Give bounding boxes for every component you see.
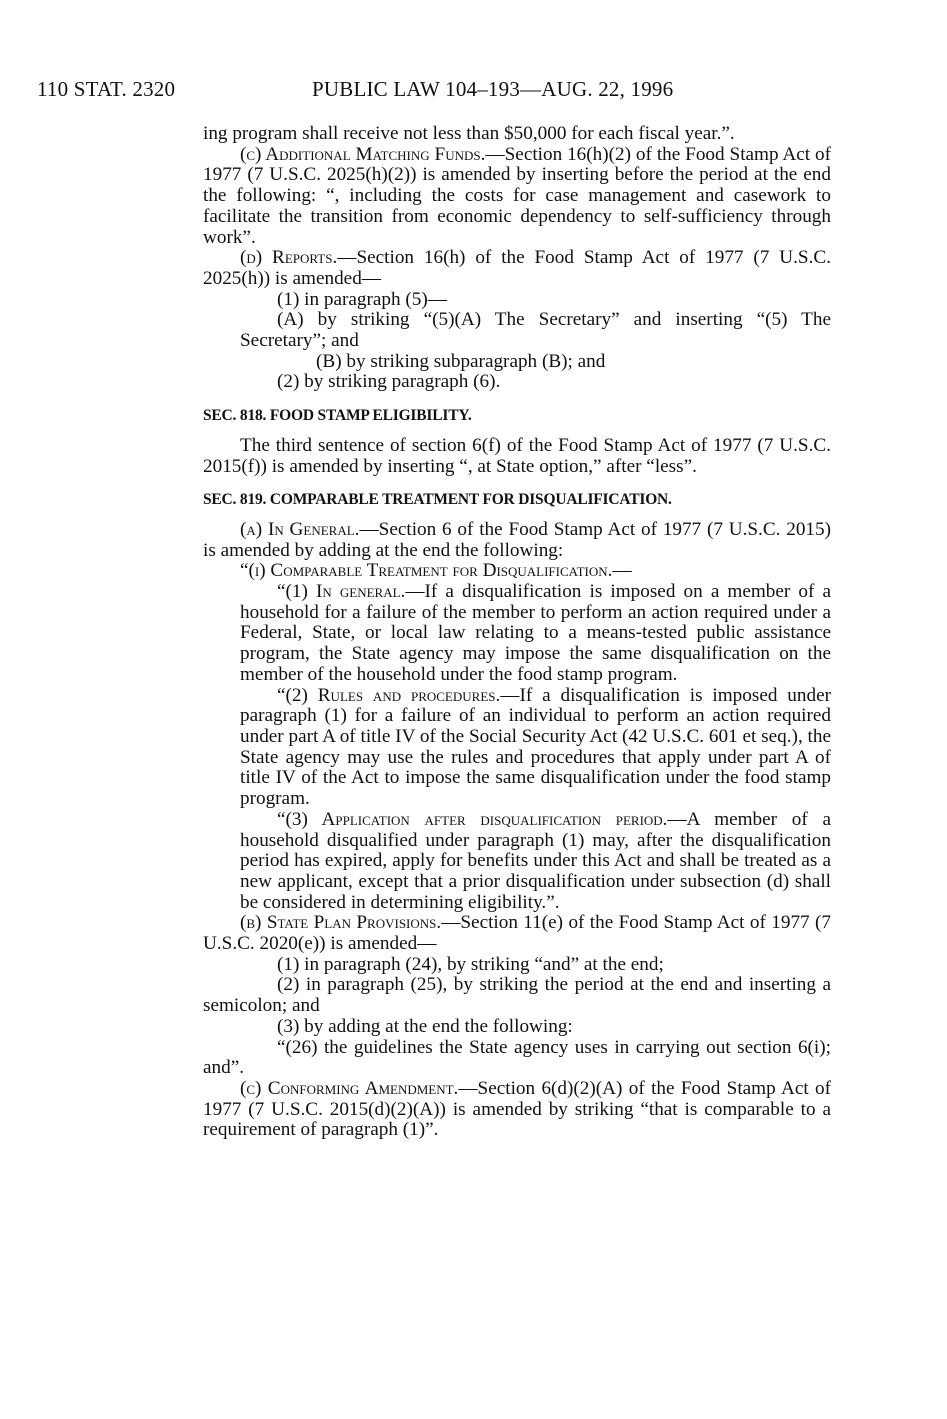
subsection-text: —Section 11(e) of the Food Stamp Act of 1977 (7 U.S.C. 2020(e)) is amended— — [203, 912, 831, 955]
page-reference: 110 STAT. 2320 — [37, 77, 176, 101]
paragraph-text: —A member of a household disqualified under paragraph (1) may, after the disqualification period has expired, apply for benefits under this Act and shall be treated as a new applicant, except that a prior disqualification under subsection (d) shall be considered in determining eligibility.”. — [240, 808, 831, 913]
subsection-text: —Section 16(h) of the Food Stamp Act of 1977 (7 U.S.C. 2025(h)) is amended— — [203, 247, 831, 289]
paragraph-heading: “(2) Rules and procedures. — [277, 684, 501, 706]
subsection-a-general — [203, 520, 831, 561]
subsection-heading: (b) State Plan Provisions. — [240, 912, 442, 934]
subsection-text: —Section 16(h)(2) of the Food Stamp Act of 1977 (7 U.S.C. 2025(h)(2)) is amended by inserting before the period at the end the following: “, including the costs for case management and casework to facilitate the transition from economic dependency to self-sufficiency through work”. — [203, 143, 831, 248]
subsection-heading: (c) Additional Matching Funds. — [240, 143, 486, 165]
paragraph-d2: (2) by striking paragraph (6). — [277, 371, 501, 393]
public-law-date: PUBLIC LAW 104–193—AUG. 22, 1996 — [312, 77, 674, 101]
running-head — [37, 77, 737, 102]
paragraph-d1: (1) in paragraph (5)— — [277, 288, 447, 310]
subsection-heading: (c) Conforming Amendment. — [240, 1077, 459, 1099]
paragraph-b2: (2) in paragraph (25), by striking the period at the end and inserting a semicolon; and — [203, 974, 831, 1017]
subsection-c-conforming-amendment — [203, 1079, 831, 1141]
subsection-b-state-plan — [203, 913, 831, 954]
new-subsection-i-heading: “(i) Comparable Treatment for Disqualification.— — [240, 560, 632, 582]
continued-paragraph: ing program shall receive not less than $50,000 for each fiscal year.”. — [203, 123, 735, 144]
subsection-heading: (a) In General. — [240, 518, 360, 540]
paragraph-text: —If a disqualification is imposed under paragraph (1) for a failure of an individual to perform an action required under part A of title IV of the Social Security Act (42 U.S.C. 601 et seq.), the State agency may use the rules and procedures that apply under part A of title IV of the Act to impose the same disqualification under the food stamp program. — [240, 684, 831, 810]
paragraph-heading: “(1) In general. — [277, 581, 406, 603]
new-paragraph-i2 — [240, 686, 831, 810]
subsection-text: —Section 6(d)(2)(A) of the Food Stamp Act of 1977 (7 U.S.C. 2015(d)(2)(A)) is amended by striking “that is comparable to a requirement of paragraph (1)”. — [203, 1077, 831, 1141]
quoted-paragraph-26: “(26) the guidelines the State agency uses in carrying out section 6(i); and”. — [203, 1036, 831, 1079]
subsection-heading: (d) Reports. — [240, 247, 338, 269]
paragraph-heading: “(3) Application after disqualification period. — [277, 808, 668, 830]
new-paragraph-i1 — [240, 582, 831, 686]
new-paragraph-i3 — [240, 810, 831, 914]
paragraph-b1: (1) in paragraph (24), by striking “and” at the end; — [277, 953, 664, 975]
page-body — [203, 124, 831, 1141]
subparagraph-d1a: (A) by striking “(5)(A) The Secretary” and inserting “(5) The Secretary”; and — [240, 309, 831, 352]
paragraph-text: —If a disqualification is imposed on a member of a household for a failure of the member to perform an action required under a Federal, State, or local law relating to a means-tested public assistance program, the State agency may impose the same disqualification on the member of the household under the food stamp program. — [240, 581, 832, 685]
paragraph-b3: (3) by adding at the end the following: — [277, 1015, 573, 1037]
subparagraph-d1b: (B) by striking subparagraph (B); and — [316, 350, 606, 372]
subsection-d-reports — [203, 248, 831, 289]
section-818-text: The third sentence of section 6(f) of the Food Stamp Act of 1977 (7 U.S.C. 2015(f)) is amended by inserting “, at State option,” after “less”. — [203, 434, 831, 477]
subsection-text: —Section 6 of the Food Stamp Act of 1977 (7 U.S.C. 2015) is amended by adding at the end the following: — [203, 518, 832, 561]
section-818-heading: SEC. 818. FOOD STAMP ELIGIBILITY. — [203, 407, 472, 425]
subsection-c-matching-funds — [203, 145, 831, 249]
section-819-heading: SEC. 819. COMPARABLE TREATMENT FOR DISQUALIFICATION. — [203, 491, 672, 509]
